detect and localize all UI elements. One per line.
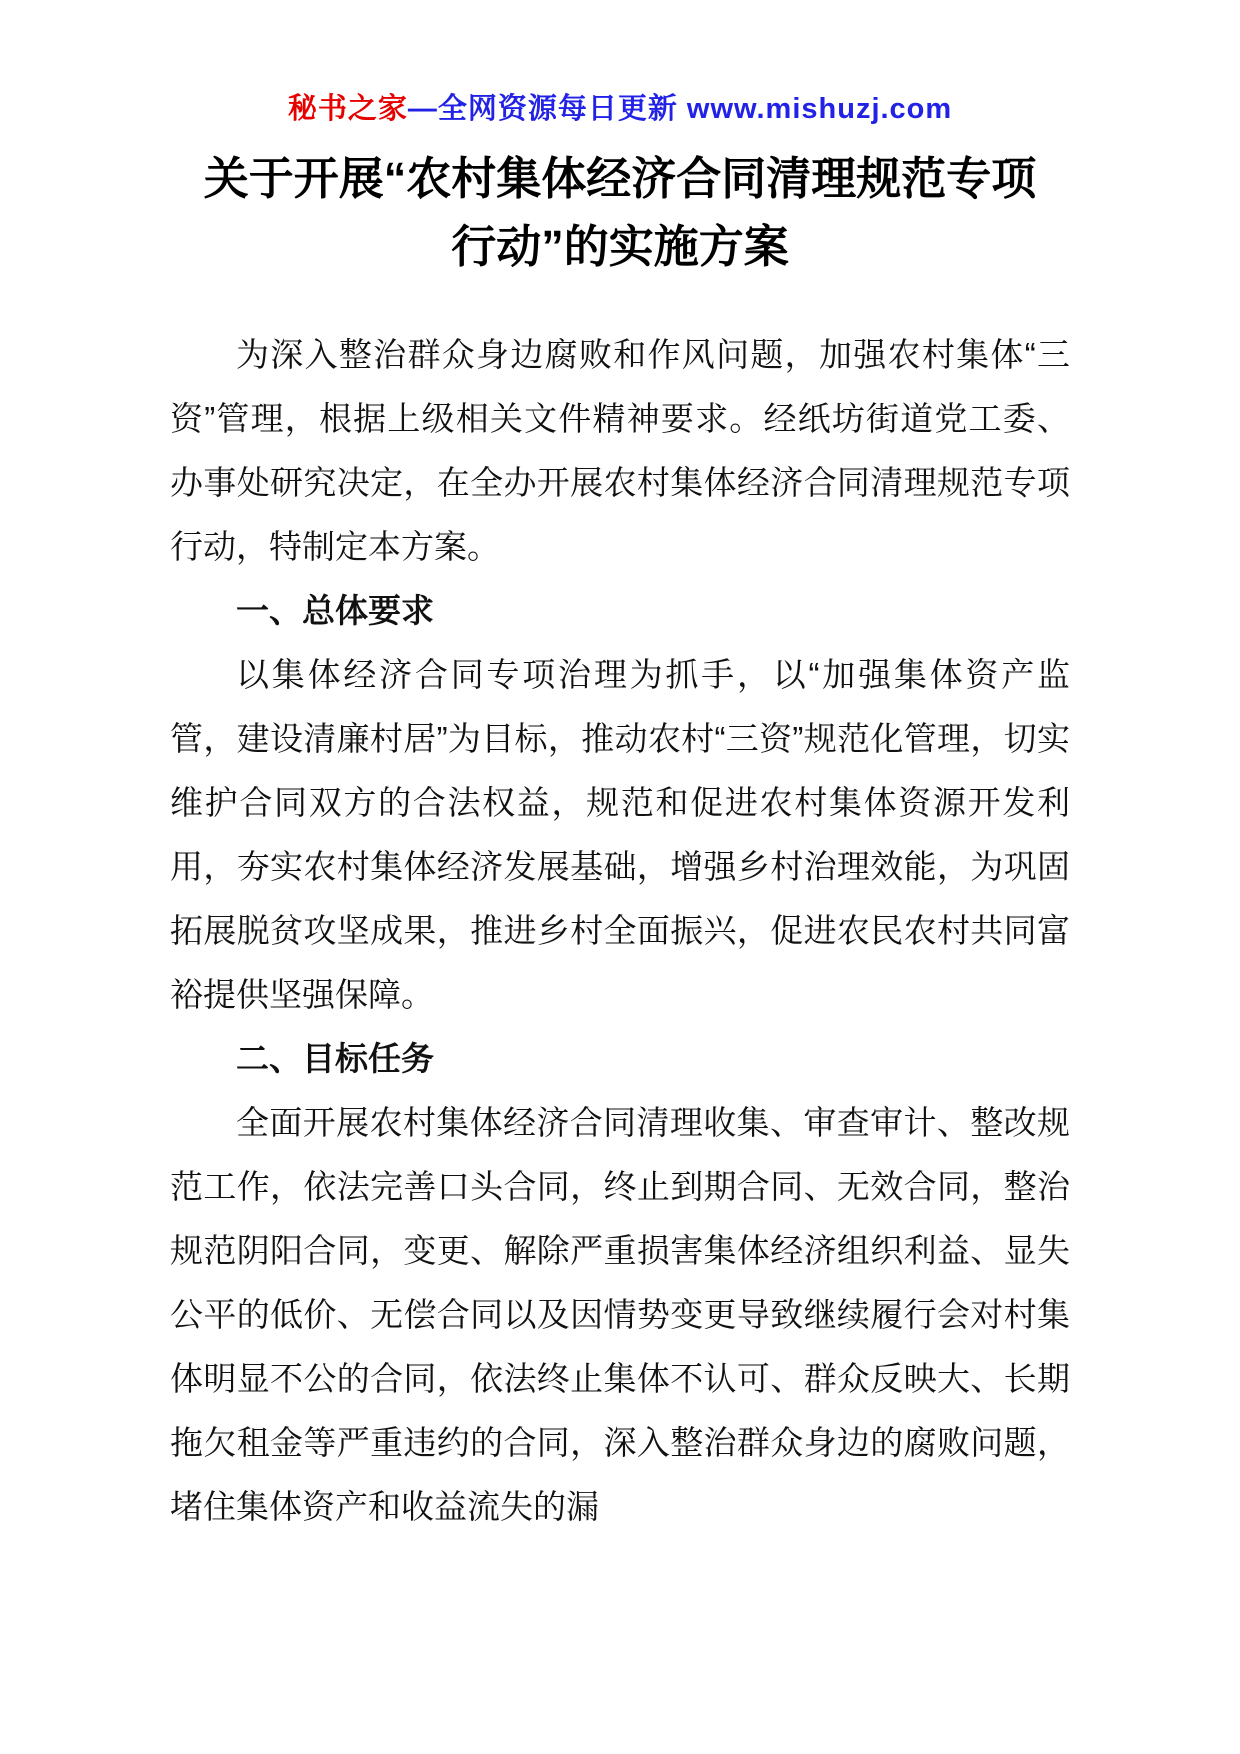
document-body	[170, 323, 1070, 1539]
section-heading: 一、总体要求	[236, 592, 434, 629]
document-title: 关于开展“农村集体经济合同清理规范专项行动”的实施方案	[203, 153, 1037, 272]
site-header	[170, 86, 1070, 127]
site-brand: 秘书之家	[287, 93, 408, 125]
site-url-link[interactable]: www.mishuzj.com	[686, 93, 953, 125]
body-paragraph: 以集体经济合同专项治理为抓手，以“加强集体资产监管，建设清廉村居”为目标，推动农村“三资”规范化管理，切实维护合同双方的合法权益，规范和促进农村集体资源开发利用，夯实农村集体经济发展基础，增强乡村治理效能，为巩固拓展脱贫攻坚成果，推进乡村全面振兴，促进农民农村共同富裕提供坚强保障。	[170, 656, 1070, 1013]
section-heading: 二、目标任务	[236, 1040, 434, 1077]
site-tagline: —全网资源每日更新	[407, 93, 687, 125]
body-paragraph: 全面开展农村集体经济合同清理收集、审查审计、整改规范工作，依法完善口头合同，终止到期合同、无效合同，整治规范阴阳合同，变更、解除严重损害集体经济组织利益、显失公平的低价、无偿合同以及因情势变更导致继续履行会对村集体明显不公的合同，依法终止集体不认可、群众反映大、长期拖欠租金等严重违约的合同，深入整治群众身边的腐败问题，堵住集体资产和收益流失的漏	[170, 1104, 1070, 1525]
body-paragraph: 为深入整治群众身边腐败和作风问题，加强农村集体“三资”管理，根据上级相关文件精神要求。经纸坊街道党工委、办事处研究决定，在全办开展农村集体经济合同清理规范专项行动，特制定本方案。	[170, 336, 1070, 565]
